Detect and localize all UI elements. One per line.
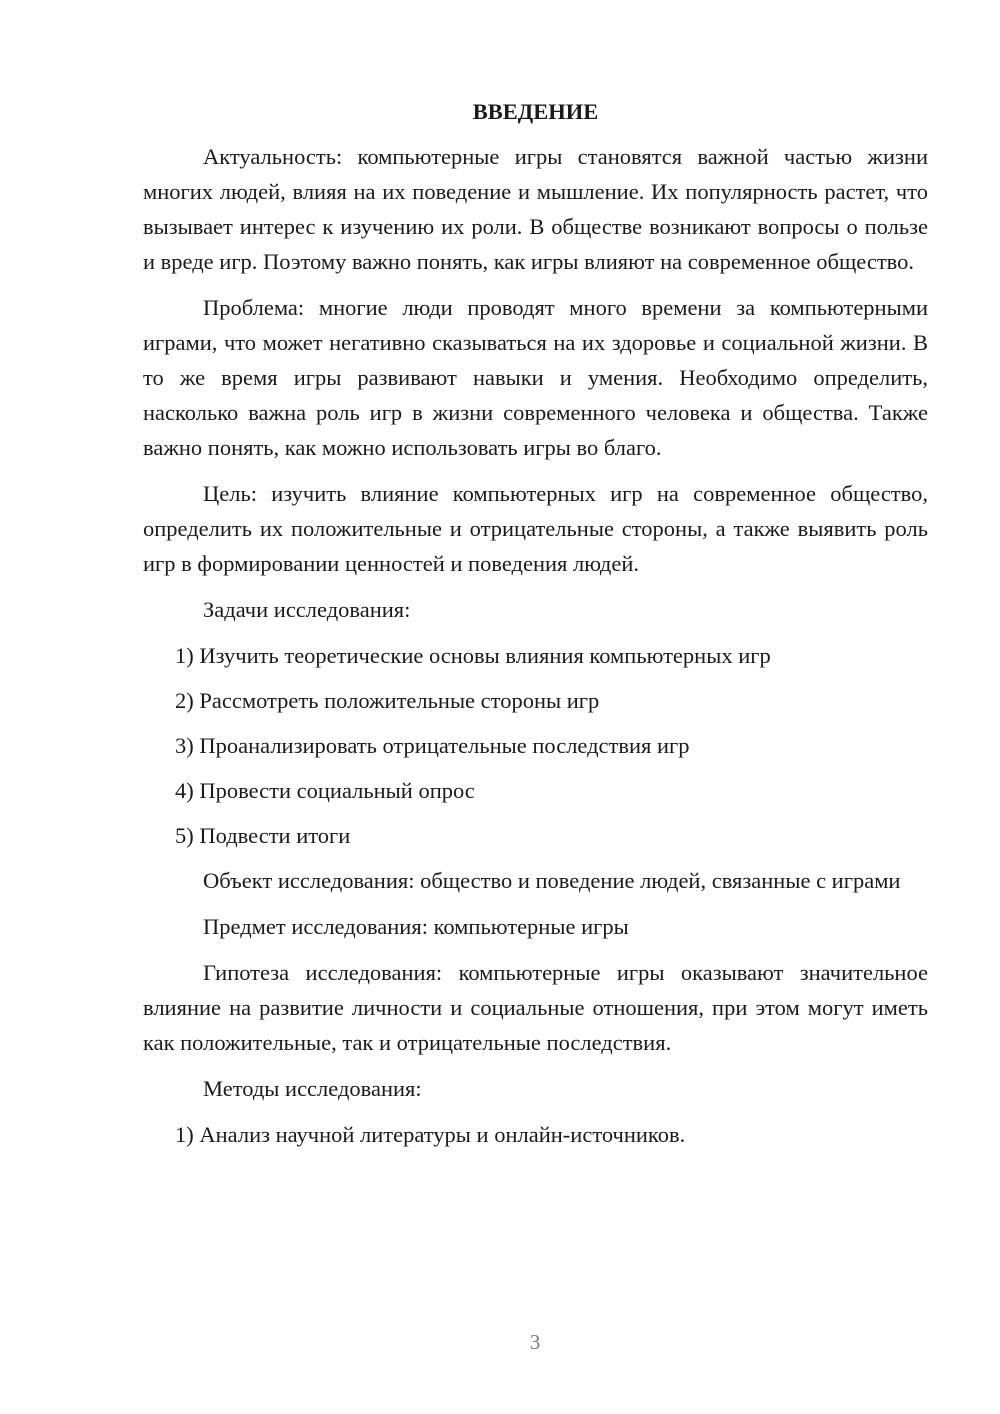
section-title: ВВЕДЕНИЕ xyxy=(472,99,599,124)
paragraph-relevance: Актуальность: компьютерные игры становятся важной частью жизни многих людей, влияя на их поведение и мышление. Их популярность растет, что вызывает интерес к изучению их роли. В обществе возникают вопросы о пользе и вреде игр. Поэтому важно понять, как игры влияют на современное общество. xyxy=(143,144,928,274)
paragraph-object: Объект исследования: общество и поведение людей, связанные с играми xyxy=(203,868,901,893)
task-item-3: 3) Проанализировать отрицательные последствия игр xyxy=(175,733,690,758)
page-number: 3 xyxy=(529,1330,541,1354)
methods-heading: Методы исследования: xyxy=(203,1076,422,1101)
paragraph-hypothesis: Гипотеза исследования: компьютерные игры оказывают значительное влияние на развитие личности и социальные отношения, при этом могут иметь как положительные, так и отрицательные последствия. xyxy=(143,960,928,1055)
task-item-1: 1) Изучить теоретические основы влияния компьютерных игр xyxy=(175,643,771,668)
paragraph-goal: Цель: изучить влияние компьютерных игр на современное общество, определить их положительные и отрицательные стороны, а также выявить роль игр в формировании ценностей и поведения людей. xyxy=(143,481,928,576)
tasks-heading: Задачи исследования: xyxy=(203,597,411,622)
document-page xyxy=(143,94,928,1162)
paragraph-subject: Предмет исследования: компьютерные игры xyxy=(203,914,629,939)
paragraph-problem: Проблема: многие люди проводят много времени за компьютерными играми, что может негативно сказываться на их здоровье и социальной жизни. В то же время игры развивают навыки и умения. Необходимо определить, насколько важна роль игр в жизни современного человека и общества. Также важно понять, как можно использовать игры во благо. xyxy=(143,295,928,460)
task-item-4: 4) Провести социальный опрос xyxy=(175,778,475,803)
task-item-2: 2) Рассмотреть положительные стороны игр xyxy=(175,688,600,713)
task-item-5: 5) Подвести итоги xyxy=(175,823,351,848)
method-item-1: 1) Анализ научной литературы и онлайн-источников. xyxy=(175,1122,686,1147)
